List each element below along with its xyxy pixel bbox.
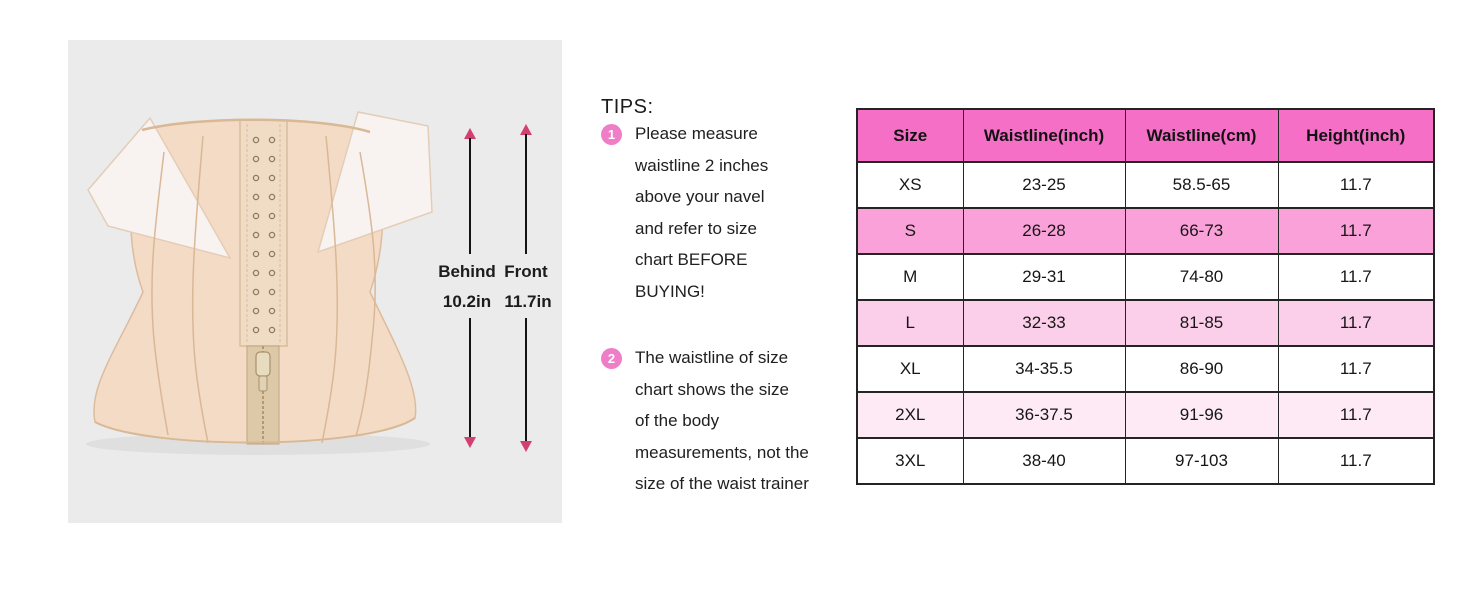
cell-height: 11.7 — [1278, 300, 1434, 346]
arrow-shaft — [469, 318, 471, 438]
size-chart-table — [856, 108, 1435, 485]
cell-waist-cm: 58.5-65 — [1125, 162, 1278, 208]
front-label: Front — [504, 262, 548, 281]
tip-2-badge: 2 — [601, 348, 622, 369]
tip-1-line: and refer to size — [635, 218, 757, 238]
cell-size: 3XL — [857, 438, 963, 484]
tip-2-line: The waistline of size — [635, 348, 789, 367]
cell-size: L — [857, 300, 963, 346]
tips-title: TIPS: — [601, 96, 654, 118]
cell-waist-cm: 91-96 — [1125, 392, 1278, 438]
arrow-down-icon — [525, 318, 527, 442]
table-header-row — [857, 109, 1434, 162]
table-row-s — [857, 208, 1434, 254]
cell-waist-in: 34-35.5 — [963, 346, 1125, 392]
arrow-down-icon — [464, 437, 476, 448]
tip-1-line: chart BEFORE — [635, 250, 748, 269]
tip-1-text — [635, 118, 768, 307]
tips-section — [601, 96, 866, 493]
arrow-shaft — [469, 138, 471, 254]
behind-label: Behind — [438, 262, 496, 281]
tip-1-line: BUYING! — [635, 281, 705, 301]
table-row-m — [857, 254, 1434, 300]
tip-1-badge: 1 — [601, 124, 622, 145]
col-header-size: Size — [857, 109, 963, 162]
col-header-height-inch: Height(inch) — [1278, 109, 1434, 162]
table-row-l — [857, 300, 1434, 346]
arrow-down-icon — [520, 441, 532, 452]
cell-size: S — [857, 208, 963, 254]
table-row-xl — [857, 346, 1434, 392]
tip-1-line: waistline 2 inches — [635, 155, 769, 175]
cell-waist-in: 26-28 — [963, 208, 1125, 254]
cell-waist-cm: 81-85 — [1125, 300, 1278, 346]
cell-size: XL — [857, 346, 963, 392]
cell-height: 11.7 — [1278, 346, 1434, 392]
cell-height: 11.7 — [1278, 438, 1434, 484]
tip-1-line: above your navel — [635, 187, 765, 206]
cell-height: 11.7 — [1278, 254, 1434, 300]
cell-waist-cm: 74-80 — [1125, 254, 1278, 300]
cell-size: 2XL — [857, 392, 963, 438]
cell-waist-in: 36-37.5 — [963, 392, 1125, 438]
behind-value: 10.2in — [442, 292, 492, 311]
cell-size: M — [857, 254, 963, 300]
cell-waist-in: 38-40 — [963, 438, 1125, 484]
cell-waist-in: 23-25 — [963, 162, 1125, 208]
cell-height: 11.7 — [1278, 392, 1434, 438]
tip-2-line: size of the waist trainer — [635, 474, 809, 493]
cell-waist-cm: 66-73 — [1125, 208, 1278, 254]
cell-waist-in: 32-33 — [963, 300, 1125, 346]
table-row-xs — [857, 162, 1434, 208]
product-photo-panel — [68, 40, 562, 523]
arrow-shaft — [525, 134, 527, 254]
cell-waist-cm: 97-103 — [1125, 438, 1278, 484]
tip-2-line: measurements, not the — [635, 442, 809, 462]
cell-waist-cm: 86-90 — [1125, 346, 1278, 392]
tip-2-line: of the body — [635, 411, 720, 430]
col-header-waistline-cm: Waistline(cm) — [1125, 109, 1278, 162]
tip-1-line: Please measure — [635, 124, 758, 143]
cell-height: 11.7 — [1278, 162, 1434, 208]
tip-2-line: chart shows the size — [635, 379, 790, 399]
col-header-waistline-inch: Waistline(inch) — [963, 109, 1125, 162]
tip-2-text — [635, 342, 809, 500]
table-row-3xl — [857, 438, 1434, 484]
cell-height: 11.7 — [1278, 208, 1434, 254]
cell-waist-in: 29-31 — [963, 254, 1125, 300]
table-row-2xl — [857, 392, 1434, 438]
front-value: 11.7in — [504, 292, 552, 311]
cell-size: XS — [857, 162, 963, 208]
